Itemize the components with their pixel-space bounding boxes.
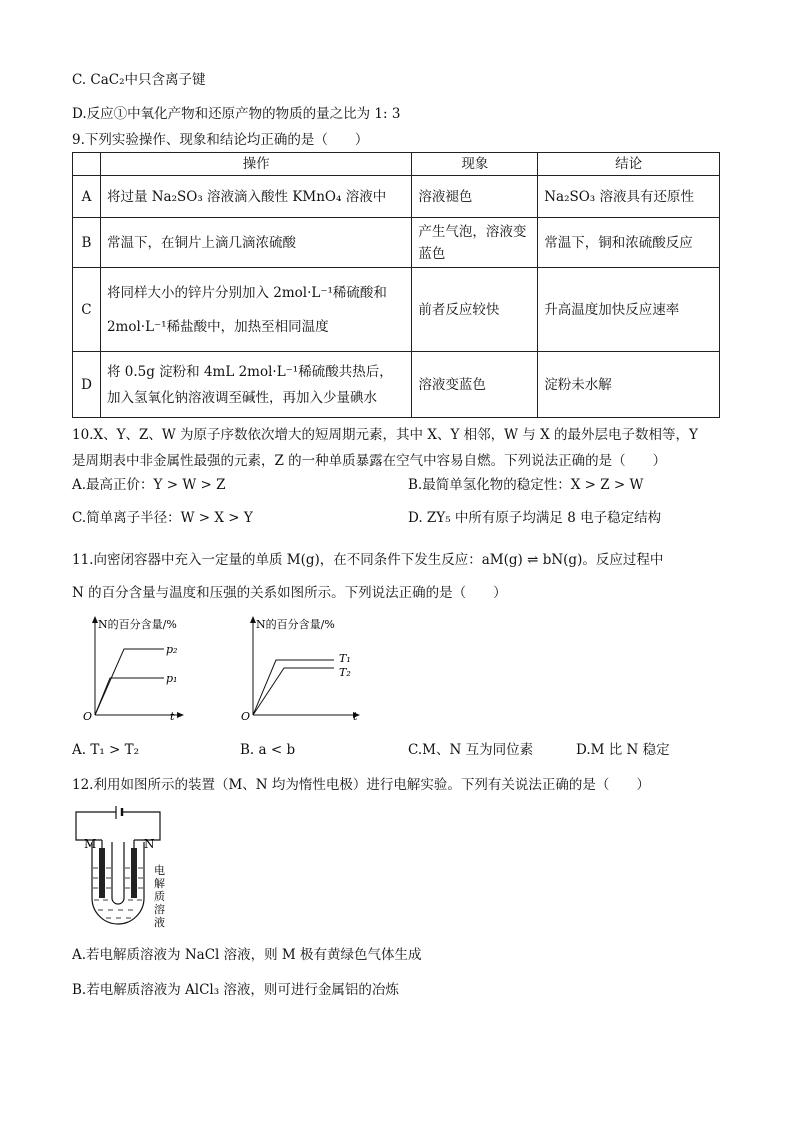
- row-label: D: [73, 352, 101, 418]
- graph2-xlabel: t: [353, 710, 358, 723]
- q12-electrolysis-apparatus: [70, 806, 190, 934]
- graph1-curve-p2: p₂: [166, 643, 178, 656]
- graph2-curve-t1: T₁: [339, 652, 351, 665]
- table-row: [73, 352, 720, 418]
- q9-table: [72, 152, 720, 418]
- q11-option-c: C.M、N 互为同位素: [408, 742, 534, 758]
- graph2-curve-t2: T₂: [339, 666, 351, 679]
- q10-option-c: C.简单离子半径：W > X > Y: [72, 510, 253, 526]
- q11-option-b: B. a < b: [240, 742, 296, 758]
- header-operation: 操作: [100, 153, 411, 176]
- header-phenomenon: 现象: [412, 153, 538, 176]
- graph1-ylabel: N的百分含量/%: [98, 618, 177, 631]
- table-row: [73, 218, 720, 268]
- q11-graph-pressure: [80, 612, 190, 724]
- graph2-origin: O: [241, 710, 251, 723]
- row-operation: 将过量 Na₂SO₃ 溶液滴入酸性 KMnO₄ 溶液中: [100, 176, 411, 218]
- q12-option-b: B.若电解质溶液为 AlCl₃ 溶液，则可进行金属铝的冶炼: [72, 982, 399, 998]
- row-label: A: [73, 176, 101, 218]
- svg-text:解: 解: [154, 877, 165, 890]
- row-operation: 将同样大小的锌片分别加入 2mol·L⁻¹稀硫酸和 2mol·L⁻¹稀盐酸中，加热至相同温度: [100, 268, 411, 352]
- q8-option-d: D.反应①中氧化产物和还原产物的物质的量之比为 1: 3: [72, 106, 401, 122]
- svg-text:溶: 溶: [154, 903, 165, 916]
- electrode-n: [131, 848, 137, 898]
- q8-option-c: C. CaC₂中只含离子键: [72, 72, 206, 88]
- row-label: C: [73, 268, 101, 352]
- q10-option-a: A.最高正价：Y > W > Z: [72, 477, 226, 493]
- row-label: B: [73, 218, 101, 268]
- q10-stem-line1: 10.X、Y、Z、W 为原子序数依次增大的短周期元素，其中 X、Y 相邻，W 与 X 的最外层电子数相等，Y: [72, 427, 698, 443]
- q10-option-b: B.最简单氢化物的稳定性：X > Z > W: [408, 477, 644, 493]
- q12-stem: 12.利用如图所示的装置（M、N 均为惰性电极）进行电解实验。下列有关说法正确的是（ ）: [72, 777, 650, 793]
- q11-stem-line2: N 的百分含量与温度和压强的关系如图所示。下列说法正确的是（ ）: [72, 585, 507, 601]
- row-phenomenon: 前者反应较快: [412, 268, 538, 352]
- q9-stem: 9.下列实验操作、现象和结论均正确的是（ ）: [72, 132, 369, 148]
- q10-option-d: D. ZY₅ 中所有原子均满足 8 电子稳定结构: [408, 510, 662, 526]
- table-row: [73, 268, 720, 352]
- row-phenomenon: 产生气泡，溶液变蓝色: [412, 218, 538, 268]
- graph1-curve-p1: p₁: [166, 672, 178, 685]
- svg-text:液: 液: [154, 916, 165, 929]
- q11-option-a: A. T₁ > T₂: [72, 742, 140, 758]
- row-phenomenon: 溶液变蓝色: [412, 352, 538, 418]
- row-phenomenon: 溶液褪色: [412, 176, 538, 218]
- electrode-m-label: M: [84, 837, 97, 851]
- u-tube-inner: [112, 842, 124, 904]
- row-conclusion: 淀粉未水解: [538, 352, 720, 418]
- header-label: [73, 153, 101, 176]
- svg-text:质: 质: [154, 890, 165, 903]
- solution-label: [154, 863, 165, 929]
- q11-stem-line1: 11.向密闭容器中充入一定量的单质 M(g)，在不同条件下发生反应：aM(g) ⇌ bN(g)。反应过程中: [72, 552, 664, 568]
- electrode-m: [99, 848, 105, 898]
- q12-option-a: A.若电解质溶液为 NaCl 溶液，则 M 极有黄绿色气体生成: [72, 947, 422, 963]
- row-conclusion: Na₂SO₃ 溶液具有还原性: [538, 176, 720, 218]
- graph1-origin: O: [83, 710, 93, 723]
- row-operation: 将 0.5g 淀粉和 4mL 2mol·L⁻¹稀硫酸共热后，加入氢氧化钠溶液调至碱性，再加入少量碘水: [100, 352, 411, 418]
- table-row: [73, 176, 720, 218]
- q10-stem-line2: 是周期表中非金属性最强的元素，Z 的一种单质暴露在空气中容易自燃。下列说法正确的是（ ）: [72, 453, 667, 469]
- header-conclusion: 结论: [538, 153, 720, 176]
- table-header-row: [73, 153, 720, 176]
- electrode-n-label: N: [144, 837, 155, 851]
- row-operation: 常温下，在铜片上滴几滴浓硫酸: [100, 218, 411, 268]
- q11-option-d: D.M 比 N 稳定: [576, 742, 670, 758]
- row-conclusion: 常温下，铜和浓硫酸反应: [538, 218, 720, 268]
- graph2-ylabel: N的百分含量/%: [256, 618, 335, 631]
- graph1-xlabel: t: [170, 710, 175, 723]
- svg-text:电: 电: [154, 864, 165, 877]
- row-conclusion: 升高温度加快反应速率: [538, 268, 720, 352]
- q11-graph-temperature: [238, 612, 366, 724]
